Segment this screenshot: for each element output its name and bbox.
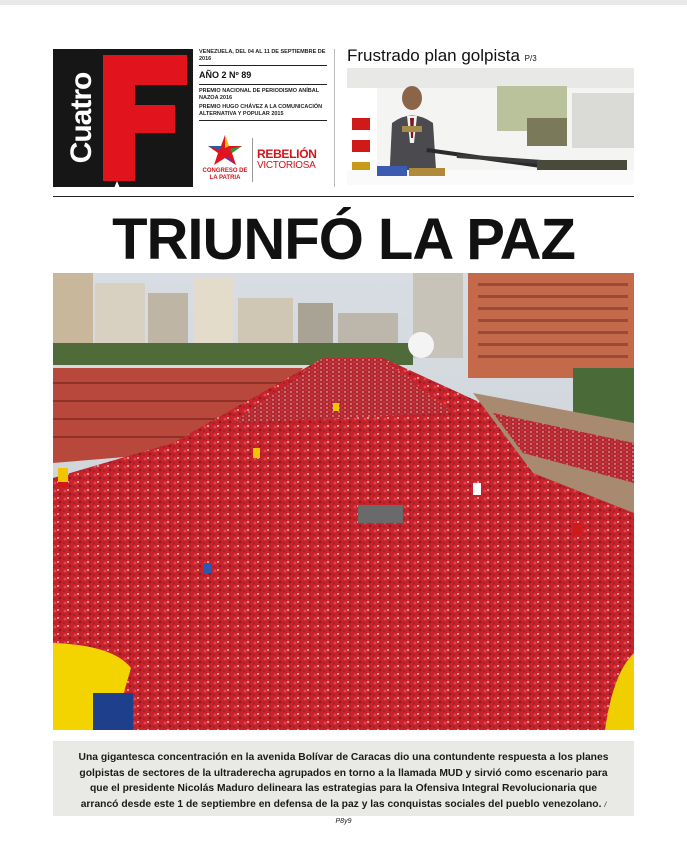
congreso-patria-logo [201, 134, 249, 188]
photo-caption [53, 741, 634, 825]
main-photo[interactable] [53, 273, 634, 730]
issue-number: AÑO 2 Nº 89 [199, 70, 252, 80]
caption-page-ref: / P8y9 [335, 801, 607, 825]
masthead-rule [53, 196, 634, 197]
victoriosa-text: VICTORIOSA [257, 160, 316, 171]
masthead-logo [53, 49, 193, 187]
brand-logos [199, 132, 331, 188]
multicolor-star-icon [206, 134, 244, 168]
award-hugo-chavez: PREMIO HUGO CHÁVEZ A LA COMUNICACIÓN ALTERNATIVA Y POPULAR 2015 [199, 104, 323, 117]
issue-info [199, 49, 327, 124]
press-conference-image [347, 68, 634, 185]
teaser-title-text: Frustrado plan golpista [347, 46, 520, 65]
brand-separator [252, 138, 253, 182]
award-anibal-nazoa: PREMIO NACIONAL DE PERIODISMO ANÍBAL NAZOA 2016 [199, 88, 319, 101]
masthead-divider [334, 49, 335, 187]
logo-f-letter [103, 55, 187, 181]
rebelion-text: REBELIÓN [257, 147, 317, 161]
congreso-patria-label: CONGRESO DE LA PATRIA [202, 168, 248, 181]
star-fist-icon [97, 179, 137, 187]
page-top-edge [0, 0, 687, 5]
teaser-page-ref: P/3 [524, 54, 537, 63]
teaser-headline[interactable] [347, 46, 537, 66]
logo-cuatro-text: Cuatro [65, 72, 98, 164]
rebelion-victoriosa-logo [257, 148, 317, 172]
caption-text: Una gigantesca concentración en la avenida Bolívar de Caracas dio una contundente respuesta a los planes golpistas de sectores de la ultraderecha agrupados en torno a la llamada MUD y sirvió como escenario para que el presidente Nicolás Maduro delineara las estrategias para la Ofensiva Integral Revolucionaria que arrancó desde este 1 de septiembre en defensa de la paz y las conquistas sociales del pueblo venezolano. [78, 752, 609, 810]
location-date: VENEZUELA, DEL 04 AL 11 DE SEPTIEMBRE DE 2016 [199, 49, 326, 62]
crowd-rally-image [53, 273, 634, 730]
main-headline: TRIUNFÓ LA PAZ [112, 207, 575, 272]
teaser-photo[interactable] [347, 68, 634, 185]
